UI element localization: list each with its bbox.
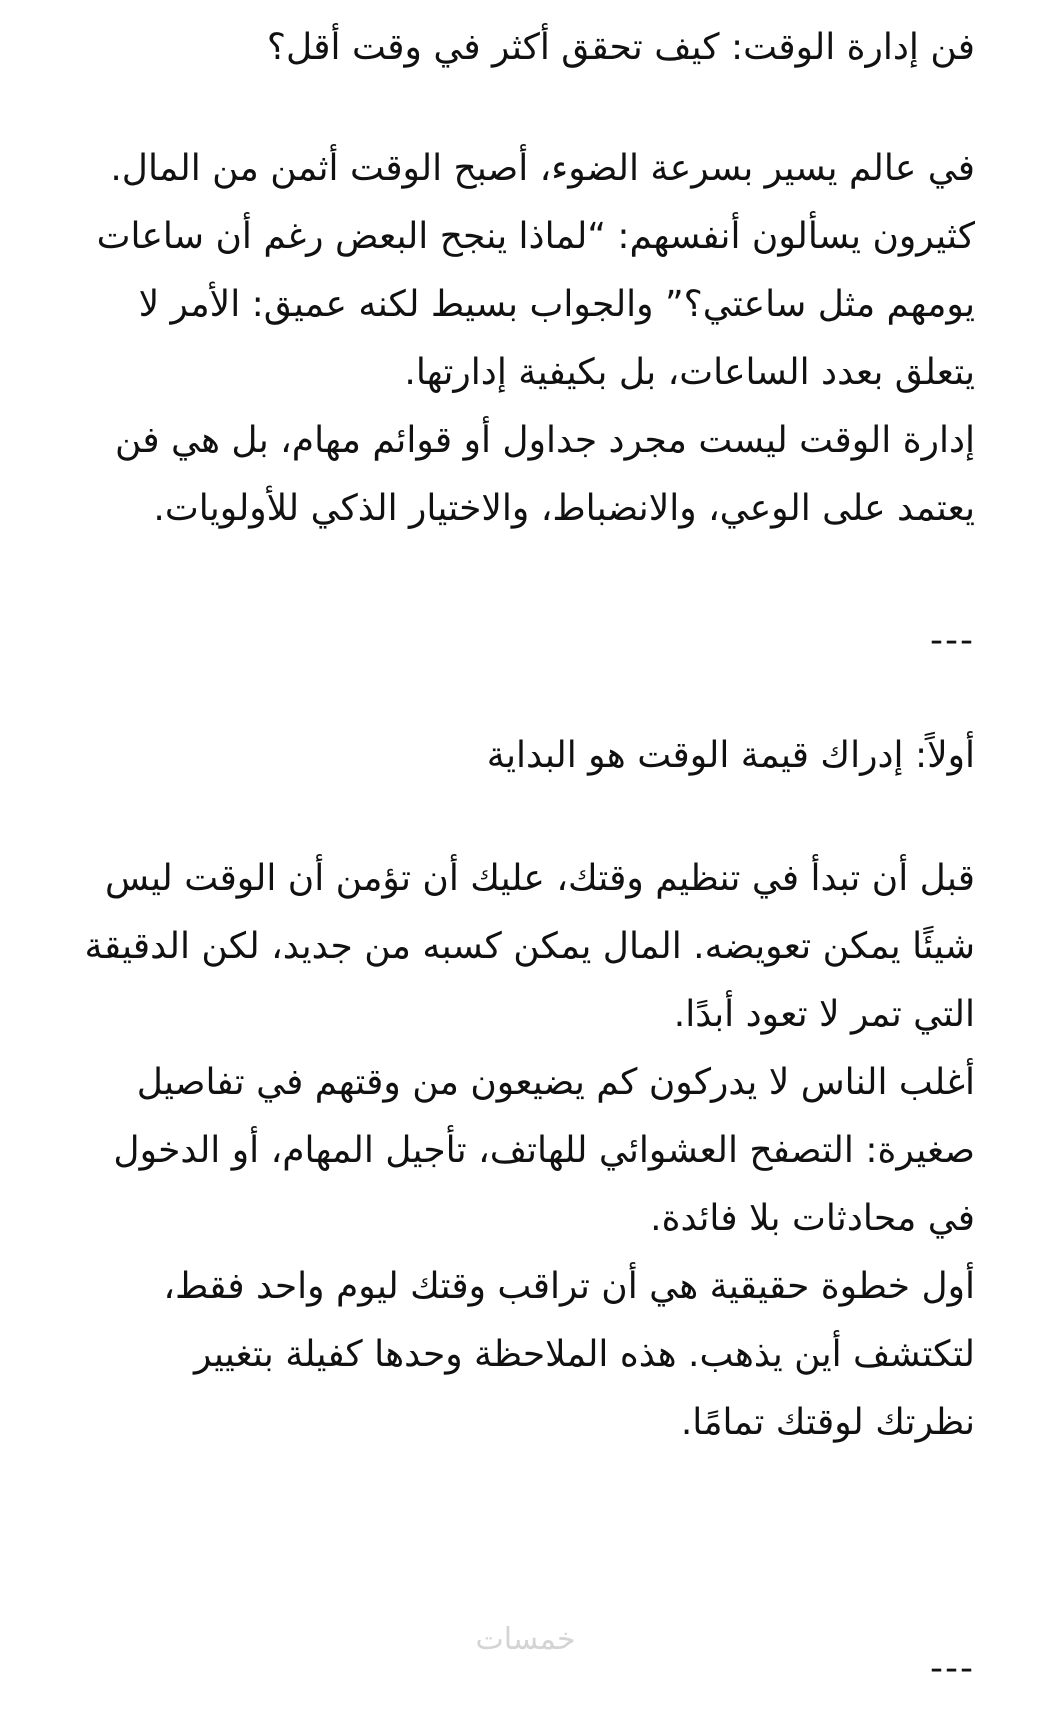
section-heading-text: أولاً: إدراك قيمة الوقت هو البداية	[486, 735, 975, 776]
section-paragraph	[75, 845, 975, 1457]
watermark-logo: خمسات	[475, 1622, 576, 1657]
intro-line: كثيرون يسألون أنفسهم: “لماذا ينجح البعض رغم أن ساعات	[96, 216, 975, 257]
section-line: أول خطوة حقيقية هي أن تراقب وقتك ليوم واحد فقط،	[163, 1266, 975, 1307]
section-line: صغيرة: التصفح العشوائي للهاتف، تأجيل المهام، أو الدخول	[113, 1130, 975, 1171]
section-heading	[75, 722, 975, 790]
section-line: التي تمر لا تعود أبدًا.	[673, 994, 975, 1035]
intro-paragraph	[75, 135, 975, 543]
intro-line: يومهم مثل ساعتي؟” والجواب بسيط لكنه عميق: الأمر لا	[138, 284, 975, 325]
title-text: فن إدارة الوقت: كيف تحقق أكثر في وقت أقل؟	[266, 27, 975, 68]
article-title	[75, 14, 975, 82]
section-line: نظرتك لوقتك تمامًا.	[680, 1402, 975, 1443]
section-line: قبل أن تبدأ في تنظيم وقتك، عليك أن تؤمن أن الوقت ليس	[105, 858, 975, 899]
section-line: لتكتشف أين يذهب. هذه الملاحظة وحدها كفيلة بتغيير	[193, 1334, 975, 1375]
section-line: شيئًا يمكن تعويضه. المال يمكن كسبه من جديد، لكن الدقيقة	[84, 926, 975, 967]
section-divider: ---	[930, 620, 975, 661]
intro-line: يتعلق بعدد الساعات، بل بكيفية إدارتها.	[404, 352, 975, 393]
section-divider: ---	[930, 1648, 975, 1689]
section-line: أغلب الناس لا يدركون كم يضيعون من وقتهم في تفاصيل	[136, 1062, 975, 1103]
intro-line: في عالم يسير بسرعة الضوء، أصبح الوقت أثمن من المال.	[110, 148, 975, 189]
section-line: في محادثات بلا فائدة.	[650, 1198, 975, 1239]
intro-line: يعتمد على الوعي، والانضباط، والاختيار الذكي للأولويات.	[153, 488, 975, 529]
intro-line: إدارة الوقت ليست مجرد جداول أو قوائم مهام، بل هي فن	[114, 420, 975, 461]
